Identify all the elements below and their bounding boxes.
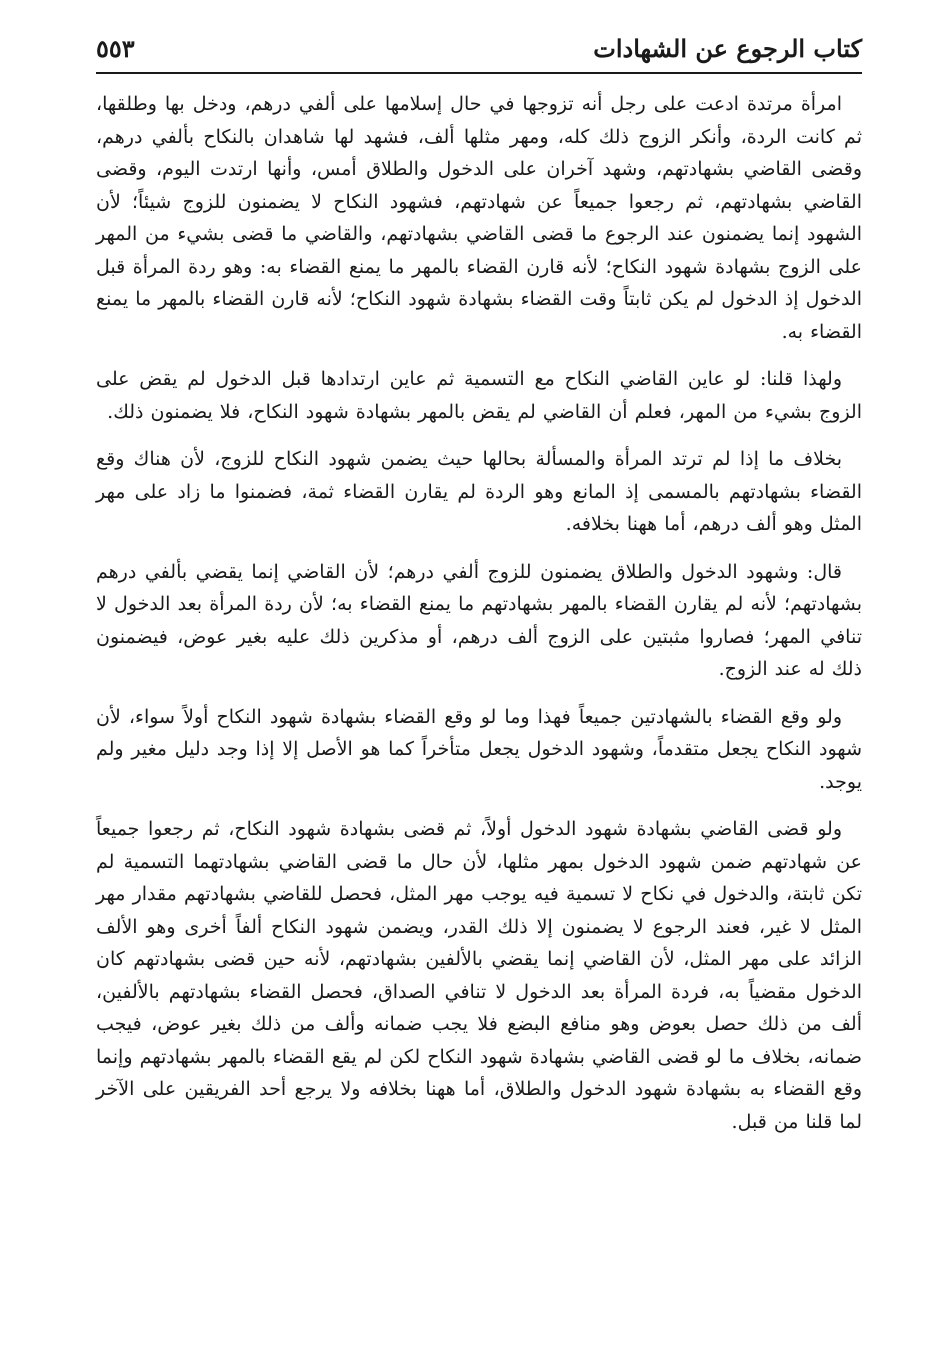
paragraph-3: بخلاف ما إذا لم ترتد المرأة والمسألة بحالها حيث يضمن شهود النكاح للزوج، لأن هناك وقع القضاء بشهادتهم بالمسمى إذ المانع وهو الردة لم يقارن القضاء ثمة، فضمنوا ما زاد على مهر المثل وهو ألف درهم، أما ههنا بخلافه. [96,448,862,535]
book-page [96,28,862,1346]
paragraph-4: قال: وشهود الدخول والطلاق يضمنون للزوج ألفي درهم؛ لأن القاضي إنما يقضي بألفي درهم بشهادتهم؛ لأنه لم يقارن القضاء بالمهر بشهادتهم ما يمنع القضاء به؛ لأن ردة المرأة بعد الدخول لا تنافي المهر؛ فصاروا مثبتين على الزوج ألف درهم، أو مذكرين ذلك عليه بغير عوض، فيضمنون ذلك له عند الزوج. [96,560,862,680]
running-header [96,28,862,74]
page-number: ٥٥٣ [96,34,135,63]
paragraph-6: ولو قضى القاضي بشهادة شهود الدخول أولاً، ثم قضى بشهادة شهود النكاح، ثم رجعوا جميعاً عن شهادتهم ضمن شهود الدخول بمهر مثلها، لأن حال ما قضى القاضي بشهادتهما التسمية لم تكن ثابتة، والدخول في نكاح لا تسمية فيه يوجب مهر المثل، فحصل للقاضي بشهادتهم مقدار مهر المثل لا غير، فعند الرجوع لا يضمنون إلا ذلك القدر، ويضمن شهود النكاح ألفاً أخرى وهو الألف الزائد على مهر المثل، لأن القاضي إنما يقضي بالألفين بشهادتهم، لأنه حين قضى بشهادتهم كان الدخول مقضياً به، فردة المرأة بعد الدخول لا تنافي الصداق، فحصل القضاء بشهادتهم بالألفين، ألف من ذلك حصل بعوض وهو منافع البضع فلا يجب ضمانه وألف من ذلك بغير عوض، فيجب ضمانه، بخلاف ما لو قضى القاضي بشهادة شهود النكاح لكن لم يقع القضاء بالمهر بشهادتهم وإنما وقع القضاء به بشهادة شهود الدخول والطلاق، أما ههنا بخلافه ولا يرجع أحد الفريقين على الآخر لما قلنا من قبل. [96,818,862,1133]
paragraph-5: ولو وقع القضاء بالشهادتين جميعاً فهذا وما لو وقع القضاء بشهادة شهود النكاح أولاً سواء، لأن شهود النكاح يجعل متقدماً، وشهود الدخول يجعل متأخراً كما هو الأصل إلا إذا وجد دليل مغير ولم يوجد. [96,705,862,793]
paragraph-2: ولهذا قلنا: لو عاين القاضي النكاح مع التسمية ثم عاين ارتدادها قبل الدخول لم يقض على الزوج بشيء من المهر، فعلم أن القاضي لم يقض بالمهر بشهادة شهود النكاح، فلا يضمنون ذلك. [96,368,862,423]
paragraph-1: امرأة مرتدة ادعت على رجل أنه تزوجها في حال إسلامها على ألفي درهم، ودخل بها وطلقها، ثم كانت الردة، وأنكر الزوج ذلك كله، ومهر مثلها ألف، فشهد لها شاهدان بالنكاح بألفي درهم، وقضى القاضي بشهادتهم، وشهد آخران على الدخول والطلاق أمس، وأنها ارتدت اليوم، وقضى القاضي بشهادتهم، ثم رجعوا جميعاً عن شهادتهم، فشهود النكاح لا يضمنون للزوج شيئاً؛ لأن الشهود إنما يضمنون عند الرجوع ما قضى القاضي بشهادتهم، والقاضي ما قضى بشيء من المهر على الزوج بشهادة شهود النكاح؛ لأنه قارن القضاء بالمهر ما يمنع القضاء به: وهو ردة المرأة قبل الدخول إذ الدخول لم يكن ثابتاً وقت القضاء بشهادة شهود النكاح؛ لأنه قارن القضاء بالمهر ما يمنع القضاء به. [96,93,862,343]
chapter-title: كتاب الرجوع عن الشهادات [593,34,862,63]
page-body [96,88,862,1138]
